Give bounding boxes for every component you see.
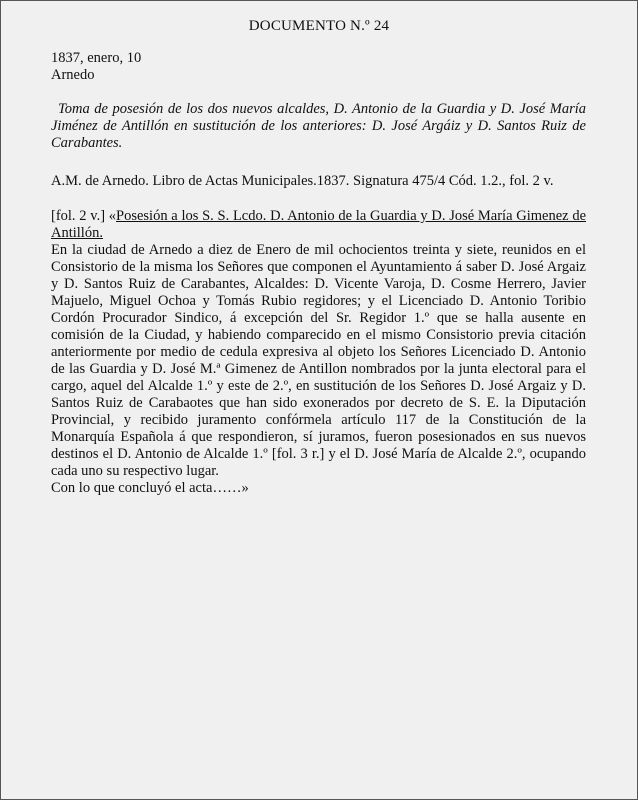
folio-reference: [fol. 2 v.] «	[51, 208, 117, 224]
transcription	[51, 208, 586, 497]
document-place: Arnedo	[51, 67, 95, 83]
transcription-closing: Con lo que concluyó el acta……»	[51, 480, 249, 496]
document-summary: Toma de posesión de los dos nuevos alcaldes, D. Antonio de la Guardia y D. José María Jiménez de Antillón en sustitución de los anteriores: D. José Argáiz y D. Santos Ruiz de Carabantes.	[51, 101, 586, 151]
transcription-body: En la ciudad de Arnedo a diez de Enero de mil ochocientos treinta y siete, reunidos en el Consistorio de la misma los Señores que componen el Ayuntamiento á saber D. José Argaiz y D. Santos Ruiz de Carabantes, Alcaldes: D. Vicente Varoja, D. Cosme Herrero, Javier Majuelo, Miguel Ochoa y Tomás Rubio regidores; y el Licenciado D. Antonio Toribio Cordón Procurador Sindico, á excepción del Sr. Regidor 1.º que se halla ausente en comisión de la Ciudad, y habiendo comparecido en el mismo Consistorio previa citación anteriormente por medio de cedula expresiva al objeto los Señores Licenciado D. Antonio de las Guardia y D. José M.ª Gimenez de Antillon nombrados por la junta electoral para el cargo, aquel del Alcalde 1.º y este de 2.º, en sustitución de los Señores D. José Argaiz y D. Santos Ruiz de Carabaotes que han sido exonerados por decreto de S. E. la Diputación Provincial, y recibido juramento confórmela artículo 117 de la Constitución de la Monarquía Española á que respondieron, sí juramos, fueron posesionados en sus nuevos destinos el D. Antonio de Alcalde 1.º [fol. 3 r.] y el D. José María de Alcalde 2.º, ocupando cada uno su respectivo lugar.	[51, 242, 586, 479]
transcription-heading: Posesión a los S. S. Lcdo. D. Antonio de la Guardia y D. José María Gimenez de Antillón.	[51, 208, 587, 241]
document-title: DOCUMENTO N.º 24	[248, 18, 390, 34]
document-date: 1837, enero, 10	[51, 50, 142, 66]
transcription-heading-line	[51, 208, 586, 242]
archive-source: A.M. de Arnedo. Libro de Actas Municipales.1837. Signatura 475/4 Cód. 1.2., fol. 2 v.	[51, 173, 554, 189]
